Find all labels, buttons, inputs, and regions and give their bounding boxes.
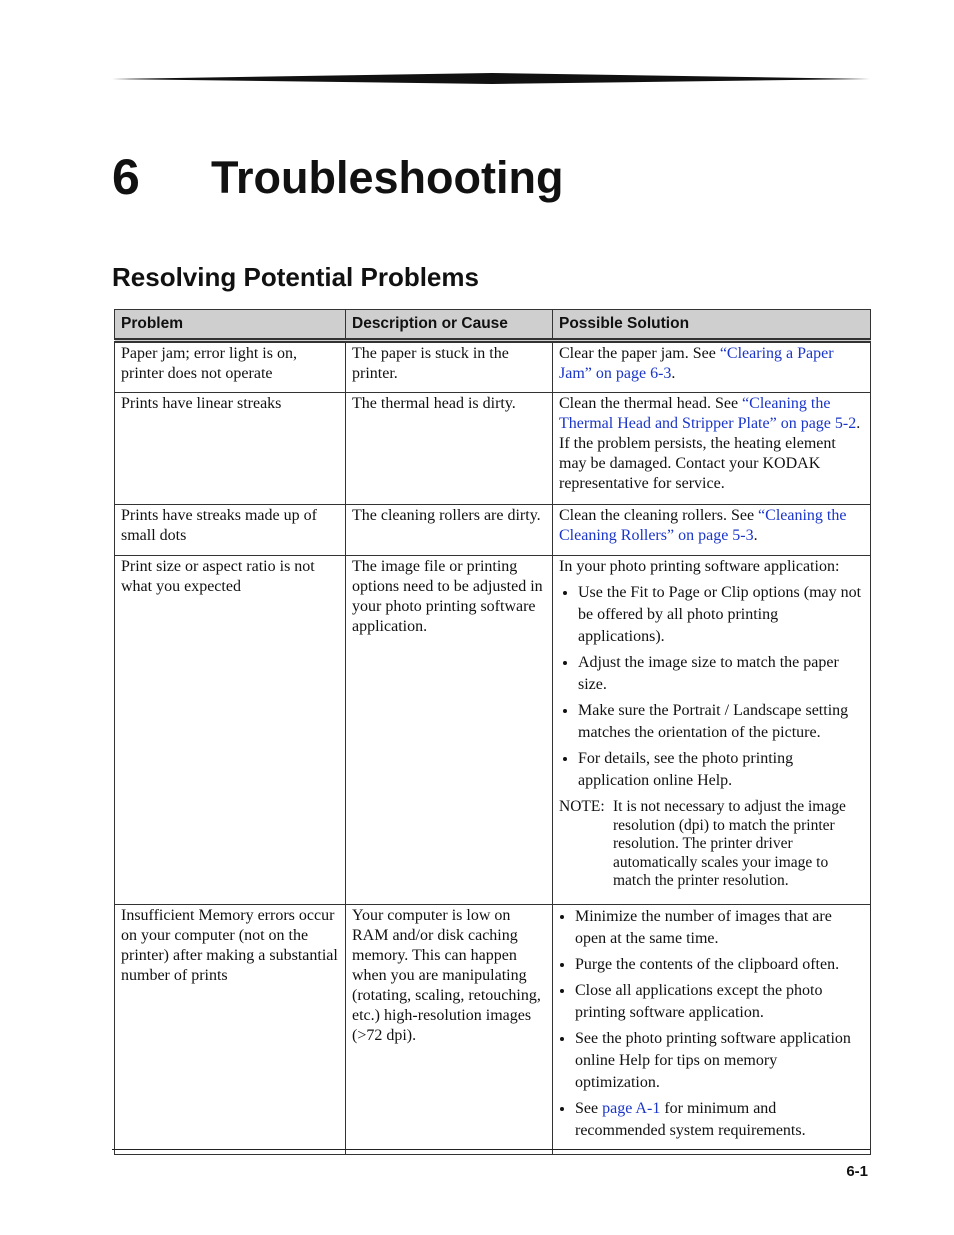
page-number: 6-1: [846, 1163, 868, 1180]
solution-cell: [553, 393, 871, 505]
footer-rule: [112, 1149, 870, 1150]
note-label: NOTE:: [559, 798, 605, 815]
solution-text: .: [671, 365, 676, 382]
chapter-number: 6: [112, 149, 140, 205]
solution-intro: In your photo printing software application:: [559, 558, 840, 575]
problem-cell: Insufficient Memory errors occur on your computer (not on the printer) after making a substantial number of prints: [115, 905, 346, 1155]
solution-cell: [553, 905, 871, 1155]
list-item: • Adjust the image size to match the paper size.: [578, 652, 864, 696]
cause-cell: The cleaning rollers are dirty.: [346, 505, 553, 556]
troubleshooting-table: [114, 309, 871, 1155]
column-header-cause: Description or Cause: [346, 310, 553, 341]
list-item: • Purge the contents of the clipboard often.: [575, 954, 864, 976]
table-header-row: [115, 310, 871, 341]
list-item: • Use the Fit to Page or Clip options (may not be offered by all photo printing applications).: [578, 582, 864, 648]
solution-text: Clear the paper jam. See: [559, 345, 720, 362]
solution-text: Clean the thermal head. See: [559, 395, 743, 412]
solution-list: [559, 906, 864, 1142]
table-row: [115, 505, 871, 556]
solution-list: [559, 582, 864, 792]
solution-text: for minimum and recommended system requirements.: [575, 1100, 806, 1139]
table-row: [115, 393, 871, 505]
cause-cell: The paper is stuck in the printer.: [346, 341, 553, 393]
list-item: • See the photo printing software application online Help for tips on memory optimization.: [575, 1028, 864, 1094]
page-a1-link[interactable]: page A-1: [602, 1100, 661, 1117]
solution-cell: [553, 341, 871, 393]
column-header-solution: Possible Solution: [553, 310, 871, 341]
solution-text: See: [575, 1100, 603, 1117]
solution-cell: [553, 556, 871, 905]
cause-cell: The image file or printing options need to be adjusted in your photo printing software application.: [346, 556, 553, 905]
solution-text: Clean the cleaning rollers. See: [559, 507, 759, 524]
problem-cell: Prints have linear streaks: [115, 393, 346, 505]
note-text: It is not necessary to adjust the image resolution (dpi) to match the printer resolution. The printer driver automatically scales your image to match the printer resolution.: [613, 798, 846, 889]
cause-cell: The thermal head is dirty.: [346, 393, 553, 505]
cause-cell: Your computer is low on RAM and/or disk caching memory. This can happen when you are manipulating (rotating, scaling, retouching, etc.) high-resolution images (>72 dpi).: [346, 905, 553, 1155]
cleaning-rollers-link[interactable]: “Cleaning the Cleaning Rollers” on page 5-3: [559, 507, 847, 544]
table-row: [115, 905, 871, 1155]
solution-text: .: [753, 527, 758, 544]
list-item: • Close all applications except the photo printing software application.: [575, 980, 864, 1024]
table-row: [115, 556, 871, 905]
cleaning-thermal-head-link[interactable]: “Cleaning the Thermal Head and Stripper Plate” on page 5-2: [559, 395, 857, 432]
column-header-problem: Problem: [115, 310, 346, 341]
problem-cell: Prints have streaks made up of small dots: [115, 505, 346, 556]
list-item: • Make sure the Portrait / Landscape setting matches the orientation of the picture.: [578, 700, 864, 744]
list-item: • For details, see the photo printing application online Help.: [578, 748, 864, 792]
note: [559, 798, 864, 891]
section-title: Resolving Potential Problems: [112, 262, 479, 292]
problem-cell: Print size or aspect ratio is not what you expected: [115, 556, 346, 905]
solution-text: . If the problem persists, the heating element may be damaged. Contact your KODAK representative for service.: [559, 415, 861, 492]
header-rule: [112, 72, 870, 86]
chapter-title: Troubleshooting: [211, 152, 564, 203]
list-item: [575, 1098, 864, 1142]
list-item: • Minimize the number of images that are open at the same time.: [575, 906, 864, 950]
solution-cell: [553, 505, 871, 556]
table-row: [115, 341, 871, 393]
clearing-paper-jam-link[interactable]: “Clearing a Paper Jam” on page 6-3: [559, 345, 834, 382]
problem-cell: Paper jam; error light is on, printer does not operate: [115, 341, 346, 393]
